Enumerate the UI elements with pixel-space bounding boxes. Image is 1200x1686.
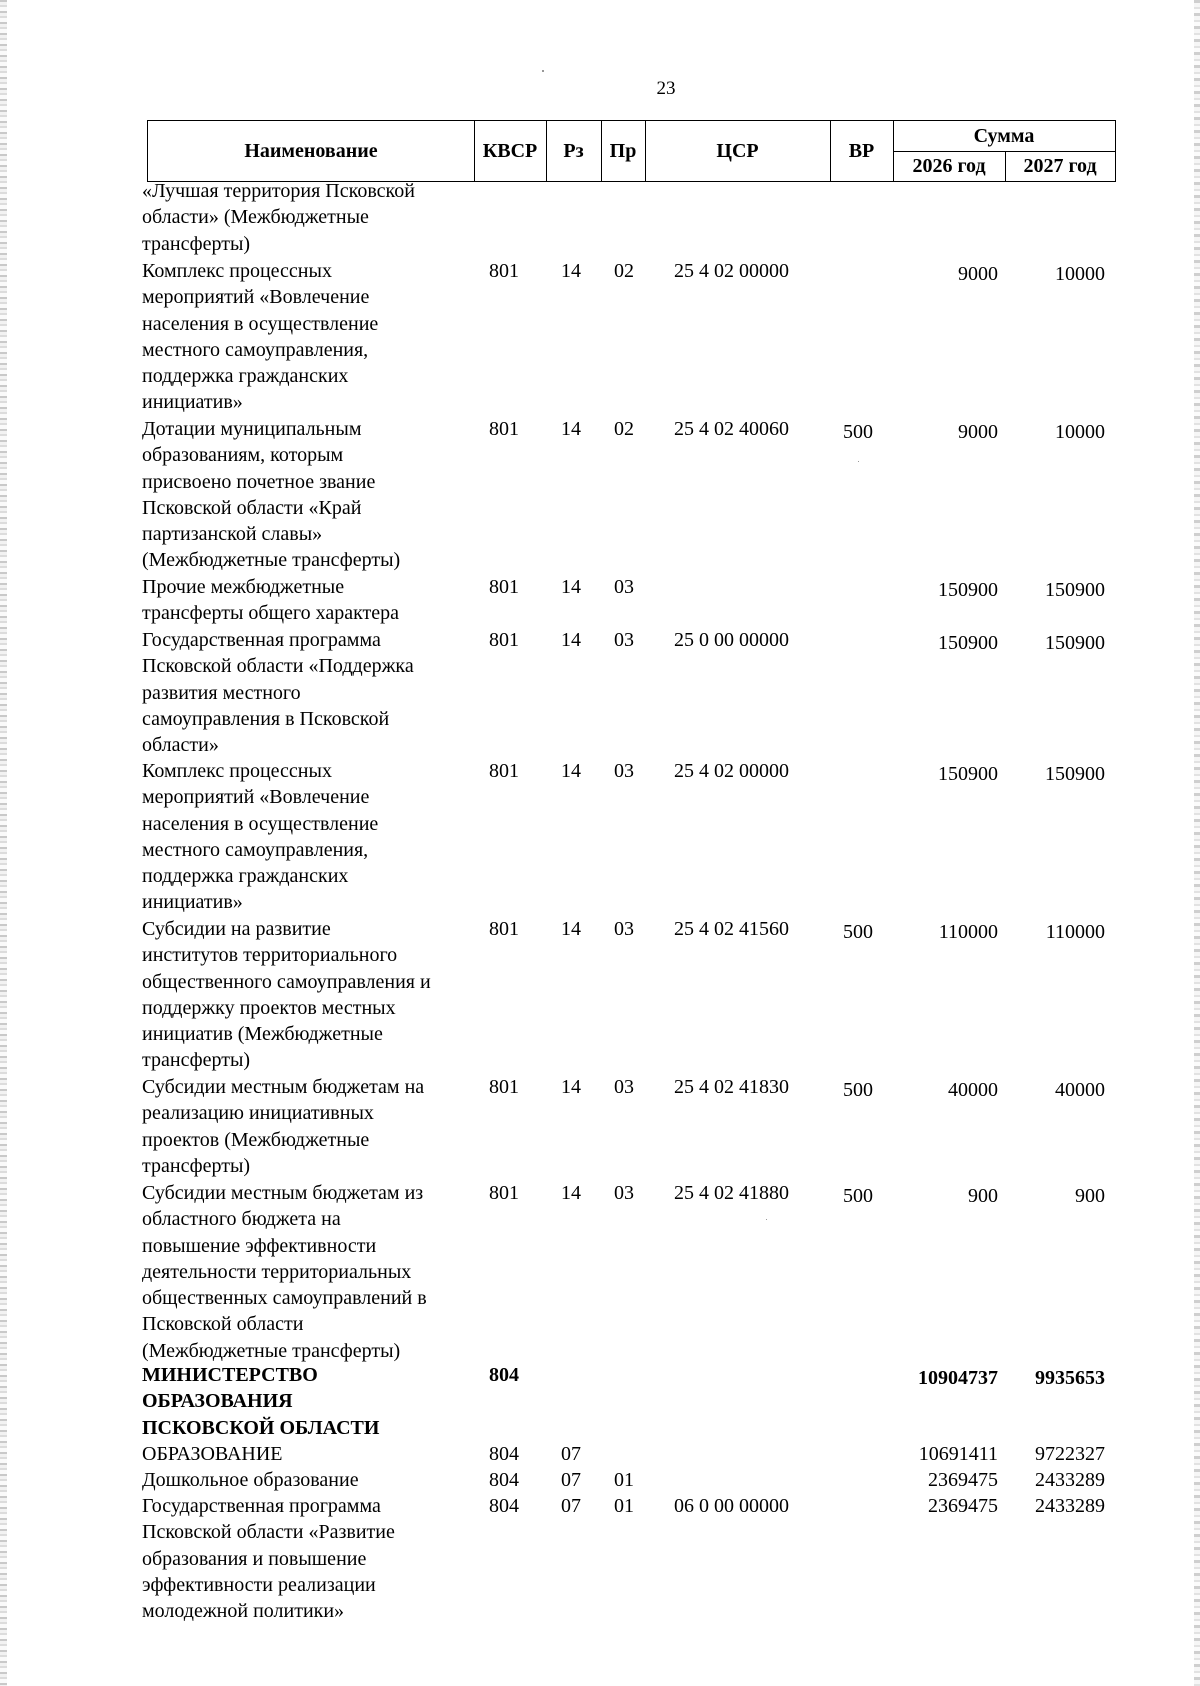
pr-cell: 03 <box>614 576 634 598</box>
rz-cell: 07 <box>561 1443 581 1465</box>
sum-2027-cell: 40000 <box>1055 1079 1105 1101</box>
sum-2027-cell: 10000 <box>1055 263 1105 285</box>
sum-2026-cell: 2369475 <box>928 1469 998 1491</box>
name-line: реализацию инициативных <box>142 1102 374 1125</box>
name-cell <box>142 1074 424 1179</box>
name-line: мероприятий «Вовлечение <box>142 286 370 309</box>
name-cell <box>142 416 400 574</box>
name-line: самоуправления в Псковской <box>142 707 390 730</box>
name-line: Субсидии местным бюджетам из <box>142 1182 424 1204</box>
sum-2027-cell: 150900 <box>1045 763 1105 785</box>
scan-edge-right <box>1194 0 1200 1686</box>
name-line: образованиям, которым <box>142 444 344 467</box>
name-line: Субсидии местным бюджетам на <box>142 1076 425 1098</box>
name-line: проектов (Межбюджетные <box>142 1128 370 1151</box>
scan-speck <box>766 1219 767 1220</box>
name-line: трансферты общего характера <box>142 602 400 625</box>
kvsr-cell: 801 <box>489 1076 519 1098</box>
pr-cell: 02 <box>614 260 634 282</box>
pr-cell: 03 <box>614 629 634 651</box>
name-line: Псковской области «Поддержка <box>142 655 414 678</box>
kvsr-cell: 801 <box>489 418 519 440</box>
csr-cell: 06 0 00 00000 <box>674 1495 789 1517</box>
header-csr: ЦСР <box>716 139 759 162</box>
pr-cell: 03 <box>614 918 634 940</box>
name-line: ОБРАЗОВАНИЕ <box>142 1443 283 1465</box>
name-line: Псковской области <box>142 1313 304 1336</box>
name-cell <box>142 1441 283 1467</box>
name-line: эффективности реализации <box>142 1573 376 1596</box>
name-line: Псковской области «Развитие <box>142 1521 395 1544</box>
sum-2027-cell: 900 <box>1075 1185 1105 1207</box>
header-pr: Пр <box>609 139 637 162</box>
name-line: трансферты) <box>142 232 251 255</box>
name-line: молодежной политики» <box>142 1600 345 1623</box>
csr-cell: 25 4 02 00000 <box>674 760 789 782</box>
name-line: областного бюджета на <box>142 1208 341 1231</box>
name-cell <box>142 1180 427 1364</box>
name-line: «Лучшая территория Псковской <box>142 180 415 202</box>
rz-cell: 14 <box>561 918 581 940</box>
name-line: образования и повышение <box>142 1547 367 1570</box>
sum-2026-cell: 150900 <box>938 632 998 654</box>
sum-2026-cell: 40000 <box>948 1079 998 1101</box>
csr-cell: 25 4 02 41880 <box>674 1182 789 1204</box>
kvsr-cell: 804 <box>489 1443 519 1465</box>
kvsr-cell: 801 <box>489 1182 519 1204</box>
name-line: населения в осуществление <box>142 812 379 835</box>
scan-speck <box>858 461 859 462</box>
kvsr-cell: 801 <box>489 260 519 282</box>
name-line: Дошкольное образование <box>142 1469 359 1491</box>
name-line: инициатив» <box>142 891 243 914</box>
name-line: поддержка гражданских <box>142 365 349 388</box>
pr-cell: 01 <box>614 1495 634 1517</box>
table-header <box>147 120 1116 182</box>
rz-cell: 14 <box>561 576 581 598</box>
sum-2026-cell: 110000 <box>938 921 998 943</box>
name-line: Прочие межбюджетные <box>142 576 345 598</box>
kvsr-cell: 804 <box>489 1495 519 1517</box>
header-kvsr: КВСР <box>482 139 538 162</box>
sum-2026-cell: 150900 <box>938 579 998 601</box>
kvsr-cell: 801 <box>489 629 519 651</box>
pr-cell: 02 <box>614 418 634 440</box>
sum-2026-cell: 9000 <box>958 263 998 285</box>
sum-2027-cell: 9722327 <box>1035 1443 1105 1465</box>
name-line: местного самоуправления, <box>142 838 369 861</box>
rz-cell: 14 <box>561 1182 581 1204</box>
vr-cell: 500 <box>843 921 873 943</box>
rz-cell: 14 <box>561 260 581 282</box>
name-line: трансферты) <box>142 1154 251 1177</box>
sum-2027-cell: 110000 <box>1045 921 1105 943</box>
name-line: присвоено почетное звание <box>142 470 376 493</box>
name-line: (Межбюджетные трансферты) <box>142 549 401 572</box>
header-name: Наименование <box>244 139 378 162</box>
name-cell <box>142 627 414 758</box>
name-line: населения в осуществление <box>142 312 379 335</box>
pr-cell: 03 <box>614 1182 634 1204</box>
name-cell <box>142 1493 395 1624</box>
rz-cell: 07 <box>561 1469 581 1491</box>
name-line: общественного самоуправления и <box>142 970 431 993</box>
rz-cell: 14 <box>561 1076 581 1098</box>
name-line: мероприятий «Вовлечение <box>142 786 370 809</box>
sum-2026-cell: 10691411 <box>918 1443 998 1465</box>
name-line: партизанской славы» <box>142 523 323 546</box>
name-line: Субсидии на развитие <box>142 918 331 940</box>
name-line: ОБРАЗОВАНИЯ <box>142 1390 293 1413</box>
name-line: области» (Межбюджетные <box>142 206 369 229</box>
header-year-2026: 2026 год <box>912 154 986 177</box>
rz-cell: 07 <box>561 1495 581 1517</box>
name-line: местного самоуправления, <box>142 338 369 361</box>
page-number: 23 <box>656 78 676 99</box>
name-line: инициатив» <box>142 391 243 414</box>
name-cell <box>142 1362 379 1441</box>
csr-cell: 25 4 02 41560 <box>674 918 789 940</box>
kvsr-cell: 801 <box>489 576 519 598</box>
sum-2027-cell: 150900 <box>1045 579 1105 601</box>
header-year-2027: 2027 год <box>1023 154 1097 177</box>
name-line: Комплекс процессных <box>142 260 332 282</box>
name-line: Псковской области «Край <box>142 496 362 519</box>
sum-2027-cell: 9935653 <box>1035 1367 1105 1389</box>
name-line: Комплекс процессных <box>142 760 332 782</box>
name-line: общественных самоуправлений в <box>142 1287 427 1310</box>
csr-cell: 25 4 02 40060 <box>674 418 789 440</box>
name-line: повышение эффективности <box>142 1234 377 1257</box>
csr-cell: 25 4 02 00000 <box>674 260 789 282</box>
csr-cell: 25 4 02 41830 <box>674 1076 789 1098</box>
name-line: Государственная программа <box>142 1495 381 1517</box>
name-line: Дотации муниципальным <box>142 418 362 440</box>
name-line: Государственная программа <box>142 629 381 651</box>
sum-2027-cell: 10000 <box>1055 421 1105 443</box>
vr-cell: 500 <box>843 421 873 443</box>
name-cell <box>142 758 378 916</box>
name-cell <box>142 916 431 1074</box>
vr-cell: 500 <box>843 1079 873 1101</box>
sum-2026-cell: 150900 <box>938 763 998 785</box>
kvsr-cell: 801 <box>489 760 519 782</box>
sum-2026-cell: 10904737 <box>918 1367 998 1389</box>
rz-cell: 14 <box>561 760 581 782</box>
name-line: инициатив (Межбюджетные <box>142 1023 383 1046</box>
name-line: поддержка гражданских <box>142 865 349 888</box>
pr-cell: 03 <box>614 760 634 782</box>
name-cell <box>142 574 399 627</box>
header-vr: ВР <box>848 139 875 162</box>
sum-2027-cell: 2433289 <box>1035 1495 1105 1517</box>
kvsr-cell: 804 <box>489 1469 519 1491</box>
name-line: институтов территориального <box>142 944 398 967</box>
name-line: развития местного <box>142 681 301 704</box>
name-cell <box>142 1467 359 1493</box>
sum-2027-cell: 150900 <box>1045 632 1105 654</box>
sum-2027-cell: 2433289 <box>1035 1469 1105 1491</box>
name-line: МИНИСТЕРСТВО <box>142 1364 318 1386</box>
sum-2026-cell: 9000 <box>958 421 998 443</box>
name-line: области» <box>142 734 219 757</box>
rz-cell: 14 <box>561 418 581 440</box>
name-line: трансферты) <box>142 1049 251 1072</box>
kvsr-cell: 801 <box>489 918 519 940</box>
name-cell <box>142 258 378 416</box>
name-cell <box>142 178 415 257</box>
pr-cell: 03 <box>614 1076 634 1098</box>
scan-speck <box>542 70 544 72</box>
name-line: ПСКОВСКОЙ ОБЛАСТИ <box>142 1416 380 1439</box>
rz-cell: 14 <box>561 629 581 651</box>
name-line: поддержку проектов местных <box>142 996 396 1019</box>
kvsr-cell: 804 <box>489 1364 519 1386</box>
header-sum: Сумма <box>973 124 1035 147</box>
header-rz: Рз <box>563 139 584 162</box>
pr-cell: 01 <box>614 1469 634 1491</box>
scan-edge-left <box>0 0 7 1686</box>
csr-cell: 25 0 00 00000 <box>674 629 789 651</box>
vr-cell: 500 <box>843 1185 873 1207</box>
sum-2026-cell: 900 <box>968 1185 998 1207</box>
name-line: деятельности территориальных <box>142 1260 412 1283</box>
sum-2026-cell: 2369475 <box>928 1495 998 1517</box>
name-line: (Межбюджетные трансферты) <box>142 1339 401 1362</box>
